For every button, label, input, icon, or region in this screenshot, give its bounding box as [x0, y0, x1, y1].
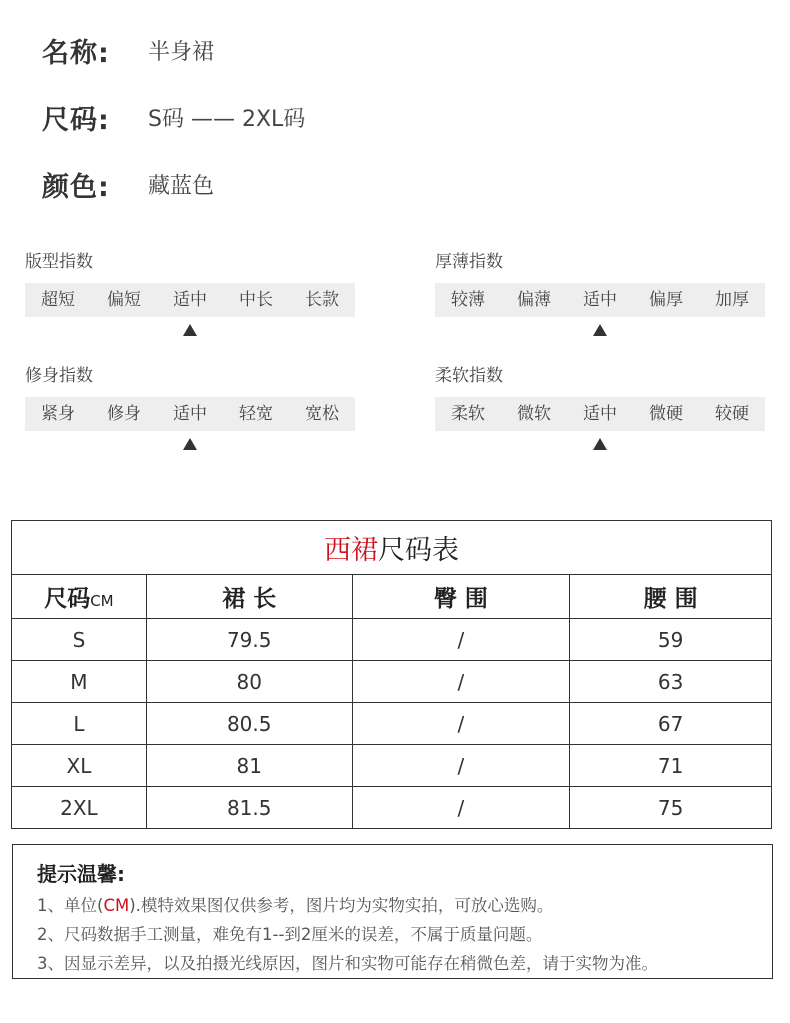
table-row [12, 619, 772, 661]
cell-hip: / [352, 661, 570, 703]
thickness-option: 适中 [583, 290, 617, 310]
fit-option: 超短 [41, 290, 75, 310]
thickness-option: 偏薄 [517, 290, 551, 310]
tips-title: 提示温馨: [37, 862, 125, 886]
cell-length: 81 [146, 745, 352, 787]
size-value: S码 —— 2XL码 [148, 106, 306, 132]
selected-triangle-icon [183, 324, 197, 336]
tips-box [12, 844, 773, 979]
cell-length: 79.5 [146, 619, 352, 661]
cell-size: M [12, 661, 147, 703]
cell-hip: / [352, 745, 570, 787]
size-chart-header-row [12, 575, 772, 619]
cell-length: 80.5 [146, 703, 352, 745]
thickness-index [435, 250, 765, 345]
cell-waist: 59 [570, 619, 772, 661]
thickness-option: 加厚 [715, 290, 749, 310]
size-chart-title [12, 521, 772, 575]
product-color-row [42, 164, 214, 204]
fit-index-title: 版型指数 [25, 252, 93, 272]
cell-length: 80 [146, 661, 352, 703]
product-size-row [42, 97, 305, 137]
fit-option: 适中 [173, 290, 207, 310]
body-option: 轻宽 [239, 404, 273, 424]
cell-size: L [12, 703, 147, 745]
cell-hip: / [352, 787, 570, 829]
cell-waist: 63 [570, 661, 772, 703]
header-length: 裙 长 [146, 575, 352, 619]
size-chart-table [11, 520, 772, 829]
body-option: 修身 [107, 404, 141, 424]
cell-size: XL [12, 745, 147, 787]
softness-option: 柔软 [451, 404, 485, 424]
size-chart-title-red: 西裙 [324, 535, 378, 566]
cell-hip: / [352, 619, 570, 661]
tip-unit-red: CM [103, 896, 130, 915]
body-index-title: 修身指数 [25, 366, 93, 386]
header-waist: 腰 围 [570, 575, 772, 619]
header-size: 尺码CM [12, 575, 147, 619]
color-label: 颜色: [42, 171, 110, 203]
thickness-option: 偏厚 [649, 290, 683, 310]
size-label: 尺码: [42, 104, 110, 136]
softness-index [435, 364, 765, 459]
fit-option: 偏短 [107, 290, 141, 310]
fit-option: 长款 [305, 290, 339, 310]
body-index [25, 364, 355, 459]
selected-triangle-icon [593, 324, 607, 336]
color-value: 藏蓝色 [148, 173, 215, 199]
cell-size: S [12, 619, 147, 661]
fit-index [25, 250, 355, 345]
cell-waist: 71 [570, 745, 772, 787]
thickness-option: 较薄 [451, 290, 485, 310]
cell-length: 81.5 [146, 787, 352, 829]
tip-line-1: 1、单位(CM).模特效果图仅供参考，图片均为实物实拍，可放心选购。 [37, 896, 554, 915]
tip-line-2: 2、尺码数据手工测量，难免有1--到2厘米的误差，不属于质量问题。 [37, 925, 543, 944]
softness-option: 微硬 [649, 404, 683, 424]
body-option: 宽松 [305, 404, 339, 424]
cell-size: 2XL [12, 787, 147, 829]
product-name-row [42, 30, 214, 70]
cell-waist: 75 [570, 787, 772, 829]
fit-index-bar [25, 283, 355, 317]
cell-hip: / [352, 703, 570, 745]
thickness-index-bar [435, 283, 765, 317]
table-row [12, 661, 772, 703]
table-row [12, 703, 772, 745]
softness-option: 较硬 [715, 404, 749, 424]
softness-index-bar [435, 397, 765, 431]
thickness-index-title: 厚薄指数 [435, 252, 503, 272]
size-chart-title-black: 尺码表 [378, 535, 459, 566]
tip-line-3: 3、因显示差异，以及拍摄光线原因，图片和实物可能存在稍微色差，请于实物为准。 [37, 954, 658, 973]
softness-index-title: 柔软指数 [435, 366, 503, 386]
header-hip: 臀 围 [352, 575, 570, 619]
fit-option: 中长 [239, 290, 273, 310]
cell-waist: 67 [570, 703, 772, 745]
header-unit: CM [90, 592, 114, 610]
softness-option: 微软 [517, 404, 551, 424]
body-option: 紧身 [41, 404, 75, 424]
table-row [12, 745, 772, 787]
table-row [12, 787, 772, 829]
body-index-bar [25, 397, 355, 431]
name-label: 名称: [42, 37, 110, 69]
selected-triangle-icon [183, 438, 197, 450]
body-option: 适中 [173, 404, 207, 424]
name-value: 半身裙 [148, 39, 215, 65]
softness-option: 适中 [583, 404, 617, 424]
selected-triangle-icon [593, 438, 607, 450]
